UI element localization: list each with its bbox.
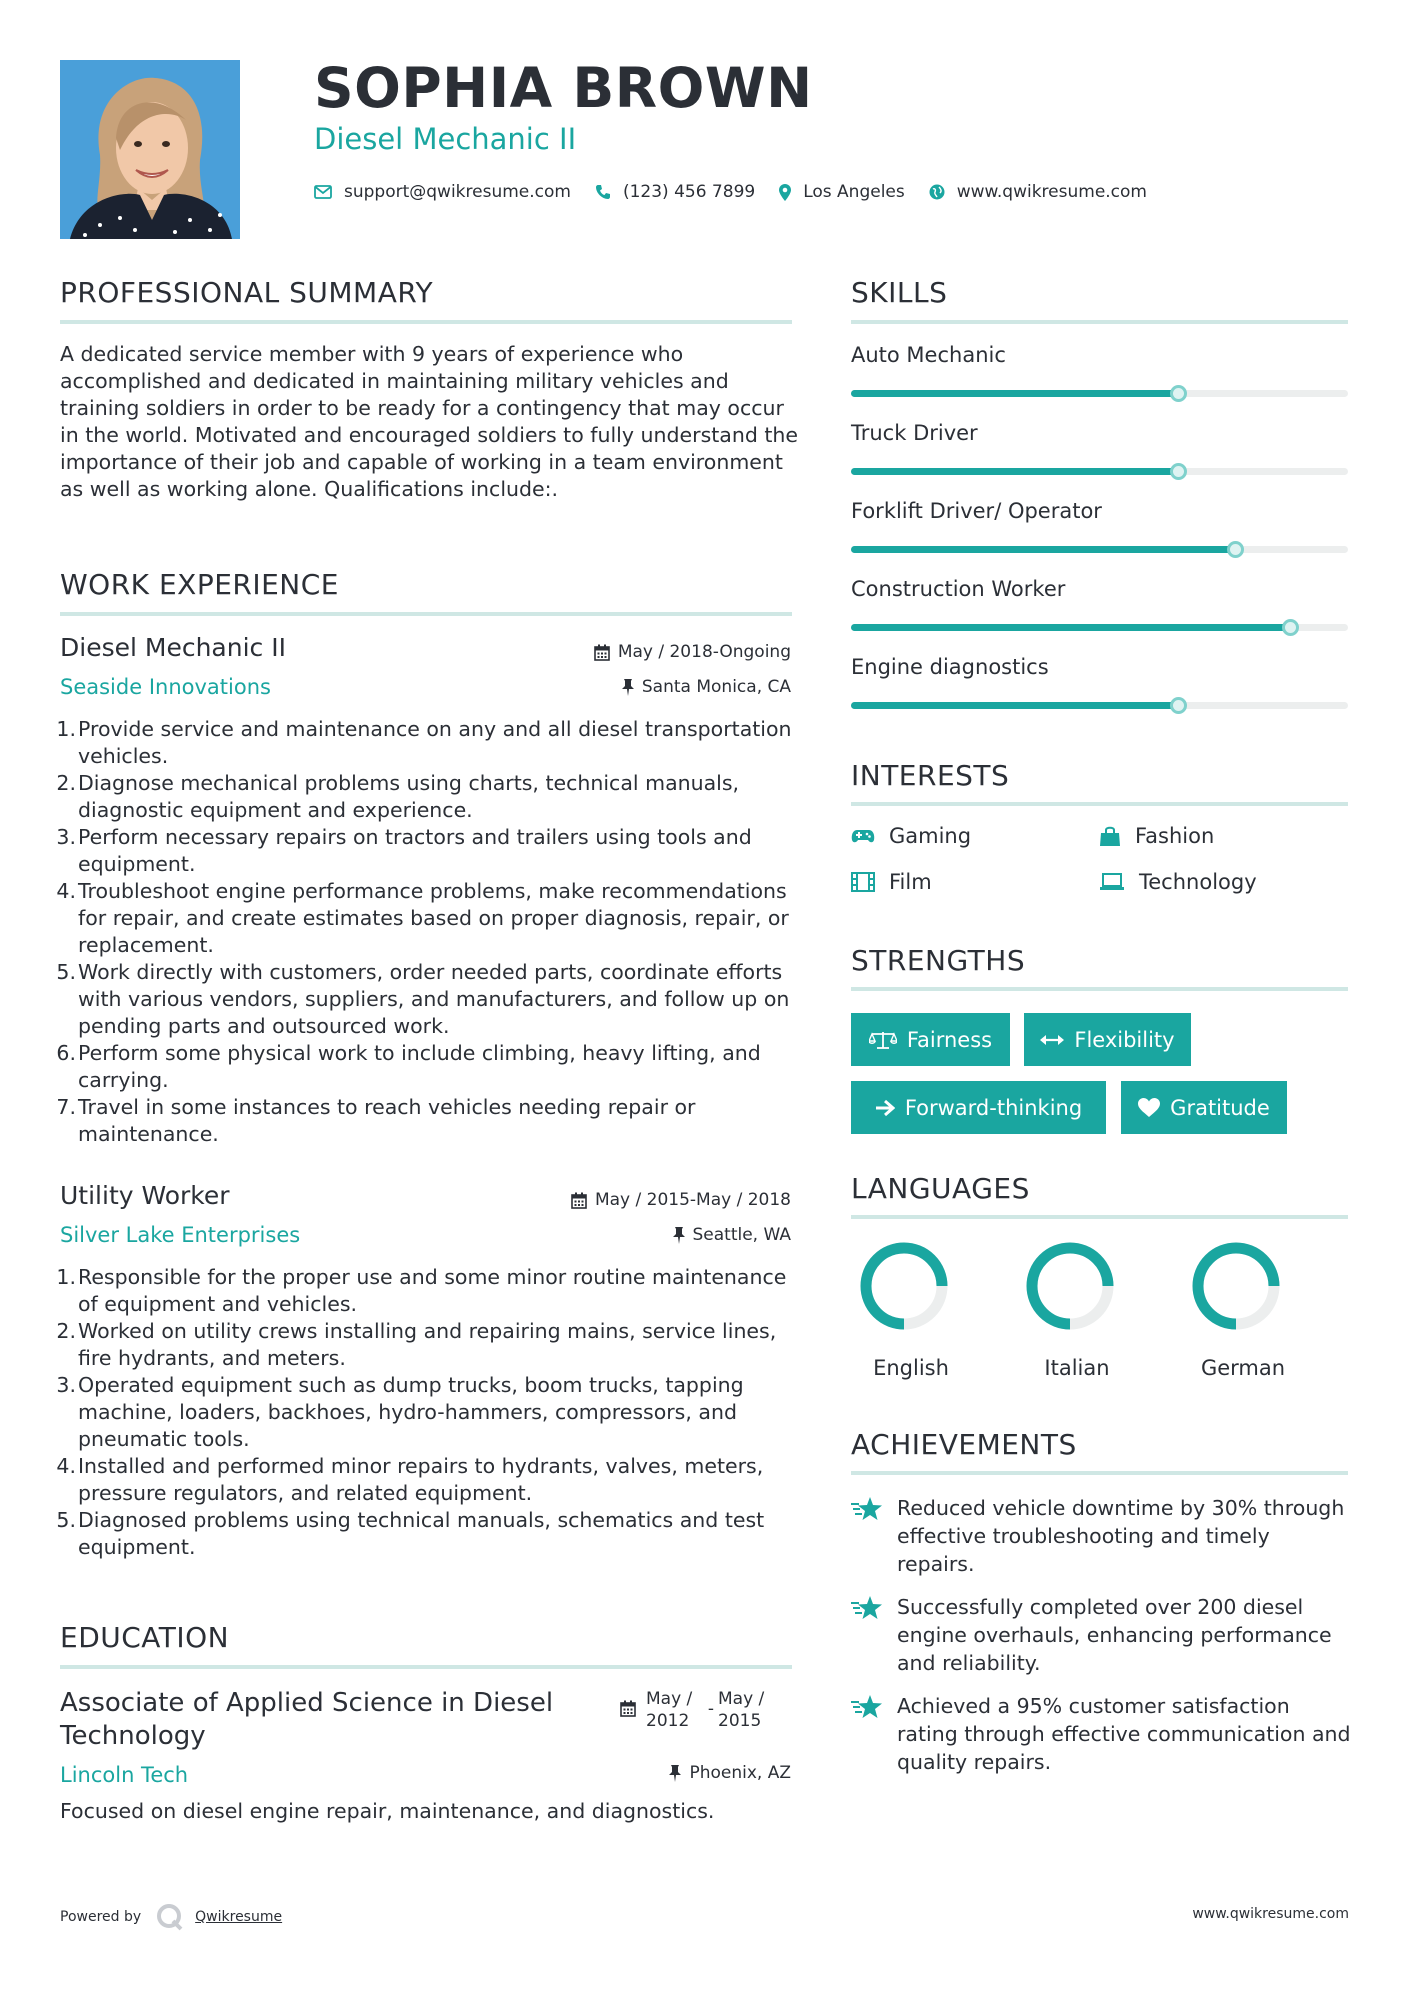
interests-heading: INTERESTS <box>851 759 1010 792</box>
company-name: Seaside Innovations <box>60 675 271 699</box>
calendar-icon <box>620 1700 636 1717</box>
skill-bar-fill <box>851 390 1179 397</box>
heart-icon <box>1138 1098 1160 1118</box>
interest-gaming <box>851 824 971 848</box>
strength-tag <box>1024 1013 1191 1066</box>
arrows-horizontal-icon <box>1040 1033 1064 1047</box>
education-location <box>500 1763 791 1783</box>
qwikresume-logo-icon <box>155 1902 185 1932</box>
list-item: Perform necessary repairs on tractors and trailers using tools and equipment. <box>78 825 752 876</box>
skill-label: Engine diagnostics <box>851 655 1049 679</box>
education-location-text: Phoenix, AZ <box>689 1763 791 1783</box>
contact-phone[interactable] <box>595 182 755 202</box>
skill-bar-fill <box>851 624 1291 631</box>
interest-label: Gaming <box>889 824 972 848</box>
skill-bar <box>851 390 1348 397</box>
star-achievement-icon <box>851 1496 883 1522</box>
summary-divider <box>60 320 792 324</box>
strength-label: Forward-thinking <box>904 1095 1083 1120</box>
strengths-heading: STRENGTHS <box>851 944 1026 977</box>
languages-heading: LANGUAGES <box>851 1172 1030 1205</box>
pushpin-icon <box>669 1765 681 1782</box>
skill-label: Forklift Driver/ Operator <box>851 499 1102 523</box>
shopping-bag-icon <box>1099 825 1121 847</box>
experience-heading: WORK EXPERIENCE <box>60 568 339 601</box>
skill-bar-fill <box>851 546 1236 553</box>
list-item: Perform some physical work to include climbing, heavy lifting, and carrying. <box>78 1041 761 1092</box>
skills-divider <box>851 320 1348 324</box>
job-dates <box>500 642 791 662</box>
globe-icon <box>929 184 945 200</box>
education-divider <box>60 1665 792 1669</box>
achievement-text: Achieved a 95% customer satisfaction rating through effective communication and quality repairs. <box>897 1694 1351 1774</box>
contact-location <box>779 182 905 202</box>
skill-bar <box>851 468 1348 475</box>
skill-bar <box>851 546 1348 553</box>
achievements-divider <box>851 1471 1348 1475</box>
interest-label: Fashion <box>1135 824 1215 848</box>
list-item: Installed and performed minor repairs to hydrants, valves, meters, pressure regulators, and related equipment. <box>78 1454 764 1505</box>
pushpin-icon <box>622 679 634 696</box>
job-responsibilities <box>60 716 795 1148</box>
strength-tag <box>1121 1081 1287 1134</box>
list-item: Provide service and maintenance on any and all diesel transportation vehicles. <box>78 717 792 768</box>
job-location-text: Seattle, WA <box>692 1225 791 1245</box>
laptop-icon <box>1099 873 1125 891</box>
skill-bar-knob <box>1170 697 1187 714</box>
skill-label: Construction Worker <box>851 577 1066 601</box>
education-dates <box>620 1688 776 1732</box>
interest-label: Technology <box>1139 870 1257 894</box>
achievement-item <box>851 1593 1351 1677</box>
job-location-text: Santa Monica, CA <box>641 677 791 697</box>
list-item: Troubleshoot engine performance problems, make recommendations for repair, and create estimates based on proper diagnosis, repair, or replacement. <box>78 879 789 957</box>
pushpin-icon <box>673 1227 685 1244</box>
job-responsibilities <box>60 1264 795 1561</box>
map-marker-icon <box>779 184 791 201</box>
strength-tag <box>851 1013 1010 1066</box>
strength-tag <box>851 1081 1106 1134</box>
contact-email[interactable] <box>314 182 571 202</box>
skill-bar <box>851 624 1348 631</box>
skill-bar-knob <box>1282 619 1299 636</box>
skills-heading: SKILLS <box>851 276 948 309</box>
list-item: Responsible for the proper use and some minor routine maintenance of equipment and vehicles. <box>78 1265 787 1316</box>
candidate-name: SOPHIA BROWN <box>314 56 813 120</box>
list-item: Operated equipment such as dump trucks, boom trucks, tapping machine, loaders, backhoes, hydro-hammers, compressors, and pneumatic tools. <box>78 1373 744 1451</box>
skill-label: Truck Driver <box>851 421 978 445</box>
skill-bar-fill <box>851 702 1179 709</box>
language-ring <box>851 1240 961 1340</box>
interest-technology <box>1099 870 1257 894</box>
achievements-heading: ACHIEVEMENTS <box>851 1428 1077 1461</box>
summary-text: A dedicated service member with 9 years of experience who accomplished and dedicated in maintaining military vehicles and training soldiers in order to be ready for a contingency that may occur in the world. Motivated and encouraged soldiers to fully understand the importance of their job and capable of working in a team environment as well as working alone. Qualifications include:. <box>60 342 799 501</box>
degree-title: Associate of Applied Science in Diesel Technology <box>60 1688 554 1751</box>
list-item: Work directly with customers, order needed parts, coordinate efforts with various vendors, suppliers, and manufacturers, and follow up on pending parts and outsourced work. <box>78 960 790 1038</box>
footer-website-link[interactable]: www.qwikresume.com <box>1192 1906 1349 1922</box>
achievement-text: Successfully completed over 200 diesel engine overhauls, enhancing performance and reliability. <box>897 1595 1332 1675</box>
strengths-divider <box>851 987 1348 991</box>
phone-text: (123) 456 7899 <box>622 182 756 202</box>
star-achievement-icon <box>851 1694 883 1720</box>
star-achievement-icon <box>851 1595 883 1621</box>
interest-film <box>851 870 932 894</box>
strength-label: Fairness <box>906 1027 993 1052</box>
powered-by-text: Powered by <box>60 1909 142 1925</box>
balance-scale-icon <box>869 1030 897 1050</box>
portrait-image <box>60 60 240 239</box>
job-dates-text: May / 2015-May / 2018 <box>594 1190 791 1210</box>
powered-by <box>60 1902 282 1932</box>
list-item: Diagnosed problems using technical manuals, schematics and test equipment. <box>78 1508 765 1559</box>
powered-by-brand-link[interactable]: Qwikresume <box>195 1909 283 1925</box>
gamepad-icon <box>851 828 875 844</box>
job-dates-text: May / 2018-Ongoing <box>617 642 791 662</box>
skill-bar-fill <box>851 468 1179 475</box>
education-end: May / 2015 <box>718 1689 765 1731</box>
skill-bar-knob <box>1170 463 1187 480</box>
job-location <box>500 677 791 697</box>
skill-label: Auto Mechanic <box>851 343 1006 367</box>
job-location <box>500 1225 791 1245</box>
education-heading: EDUCATION <box>60 1621 230 1654</box>
arrow-right-icon <box>875 1099 895 1117</box>
calendar-icon <box>594 644 610 661</box>
list-item: Travel in some instances to reach vehicles needing repair or maintenance. <box>78 1095 696 1146</box>
skill-bar-knob <box>1170 385 1187 402</box>
education-description: Focused on diesel engine repair, maintenance, and diagnostics. <box>60 1799 715 1823</box>
company-name: Silver Lake Enterprises <box>60 1223 301 1247</box>
interest-label: Film <box>889 870 932 894</box>
achievement-item <box>851 1494 1351 1578</box>
achievement-text: Reduced vehicle downtime by 30% through effective troubleshooting and timely repairs. <box>897 1496 1345 1576</box>
email-text: support@qwikresume.com <box>344 182 571 202</box>
language-label: Italian <box>1044 1356 1110 1380</box>
contact-bar <box>314 180 1171 204</box>
achievement-item <box>851 1692 1351 1776</box>
job-title: Utility Worker <box>60 1181 230 1210</box>
skill-bar <box>851 702 1348 709</box>
strength-label: Gratitude <box>1170 1095 1270 1120</box>
language-ring <box>1017 1240 1127 1340</box>
school-name: Lincoln Tech <box>60 1763 189 1787</box>
languages-divider <box>851 1215 1348 1219</box>
skill-bar-knob <box>1227 541 1244 558</box>
language-label: English <box>873 1356 949 1380</box>
education-start: May / 2012 <box>646 1689 693 1731</box>
experience-divider <box>60 612 792 616</box>
language-label: German <box>1200 1356 1286 1380</box>
job-dates <box>500 1190 791 1210</box>
strength-label: Flexibility <box>1074 1027 1175 1052</box>
envelope-icon <box>314 185 332 199</box>
job-title: Diesel Mechanic II <box>60 633 286 662</box>
contact-website[interactable] <box>929 182 1147 202</box>
list-item: Worked on utility crews installing and repairing mains, service lines, fire hydrants, and meters. <box>78 1319 777 1370</box>
interests-divider <box>851 802 1348 806</box>
candidate-title: Diesel Mechanic II <box>314 122 577 156</box>
date-separator: - <box>707 1699 715 1719</box>
location-text: Los Angeles <box>803 182 905 202</box>
calendar-icon <box>571 1192 587 1209</box>
website-text: www.qwikresume.com <box>956 182 1147 202</box>
film-icon <box>851 872 875 892</box>
profile-photo <box>60 60 240 239</box>
language-ring <box>1183 1240 1293 1340</box>
phone-icon <box>595 184 611 200</box>
summary-heading: PROFESSIONAL SUMMARY <box>60 276 434 309</box>
list-item: Diagnose mechanical problems using charts, technical manuals, diagnostic equipment and experience. <box>78 771 740 822</box>
interest-fashion <box>1099 824 1214 848</box>
